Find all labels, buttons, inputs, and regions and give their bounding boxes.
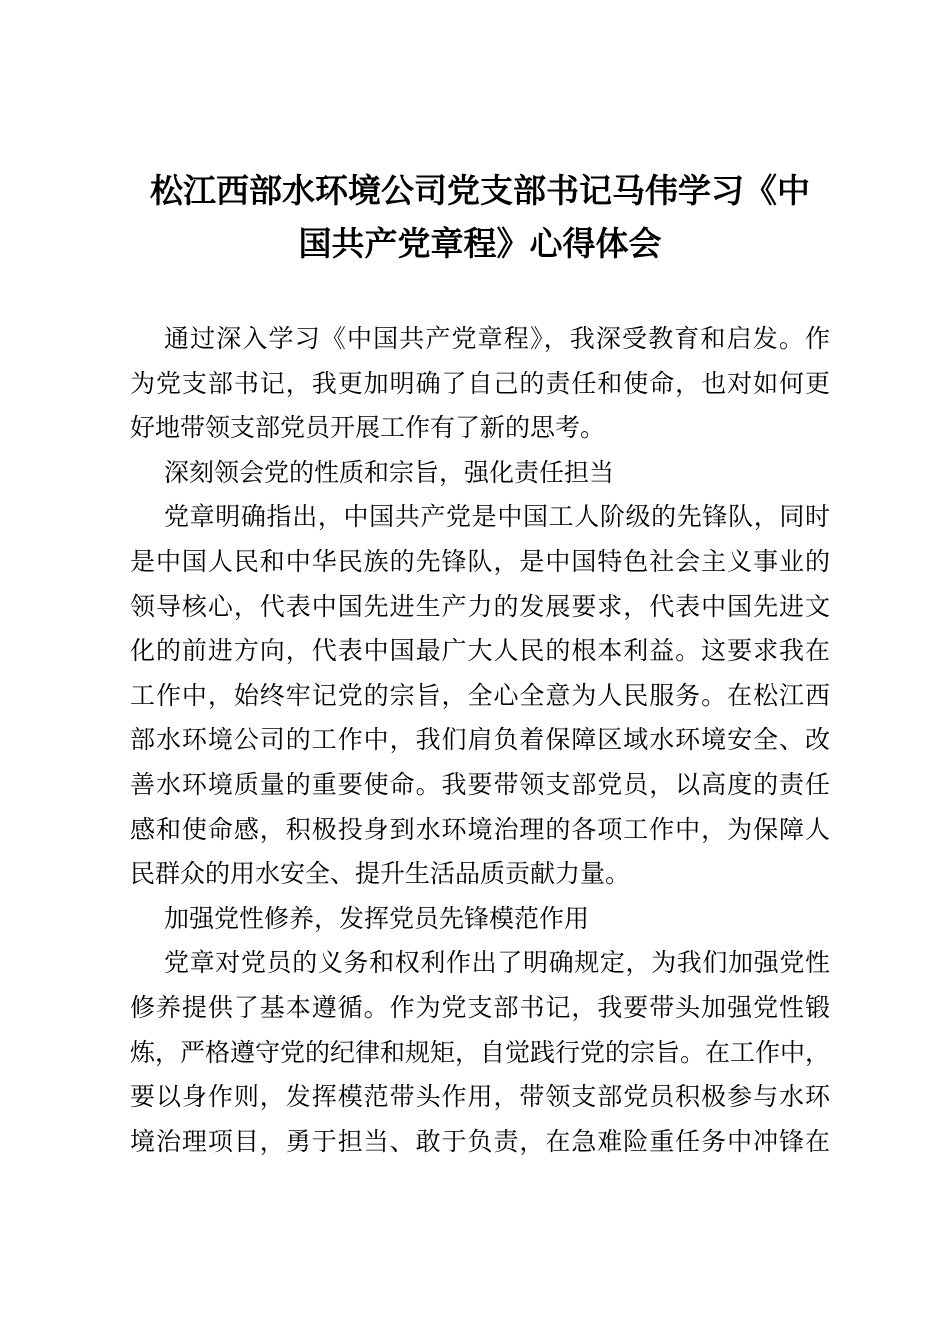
- title-line: 国共产党章程》心得体会: [298, 224, 662, 263]
- paragraph-line: 部水环境公司的工作中，我们肩负着保障区域水环境安全、改: [130, 725, 830, 755]
- paragraph-line: 领导核心，代表中国先进生产力的发展要求，代表中国先进文: [130, 591, 830, 621]
- document-title: [120, 164, 840, 270]
- paragraph-line: 炼，严格遵守党的纪律和规矩，自觉践行党的宗旨。在工作中，: [130, 1037, 831, 1067]
- paragraph-line: 境治理项目，勇于担当、敢于负责，在急难险重任务中冲锋在: [130, 1126, 830, 1156]
- paragraph-line: 为党支部书记，我更加明确了自己的责任和使命，也对如何更: [130, 368, 830, 398]
- section-heading: 深刻领会党的性质和宗旨，强化责任担当: [164, 457, 615, 487]
- paragraph-line: 化的前进方向，代表中国最广大人民的根本利益。这要求我在: [130, 636, 830, 666]
- paragraph-line: 感和使命感，积极投身到水环境治理的各项工作中，为保障人: [130, 814, 830, 844]
- paragraph-line: 善水环境质量的重要使命。我要带领支部党员，以高度的责任: [130, 769, 830, 799]
- paragraph-line: 是中国人民和中华民族的先锋队，是中国特色社会主义事业的: [130, 546, 830, 576]
- paragraph-line: 修养提供了基本遵循。作为党支部书记，我要带头加强党性锻: [130, 992, 830, 1022]
- paragraph-line: 好地带领支部党员开展工作有了新的思考。: [130, 413, 606, 443]
- title-line: 松江西部水环境公司党支部书记马伟学习《中: [150, 171, 810, 210]
- paragraph-line: 党章明确指出，中国共产党是中国工人阶级的先锋队，同时: [164, 502, 830, 532]
- paragraph-line: 要以身作则，发挥模范带头作用，带领支部党员积极参与水环: [130, 1082, 830, 1112]
- paragraph-line: 党章对党员的义务和权利作出了明确规定，为我们加强党性: [164, 948, 830, 978]
- paragraph-line: 通过深入学习《中国共产党章程》，我深受教育和启发。作: [164, 324, 830, 353]
- document-body: [130, 317, 830, 1164]
- paragraph-line: 工作中，始终牢记党的宗旨，全心全意为人民服务。在松江西: [130, 680, 830, 710]
- paragraph-line: 民群众的用水安全、提升生活品质贡献力量。: [130, 859, 631, 889]
- section-heading: 加强党性修养，发挥党员先锋模范作用: [164, 903, 590, 933]
